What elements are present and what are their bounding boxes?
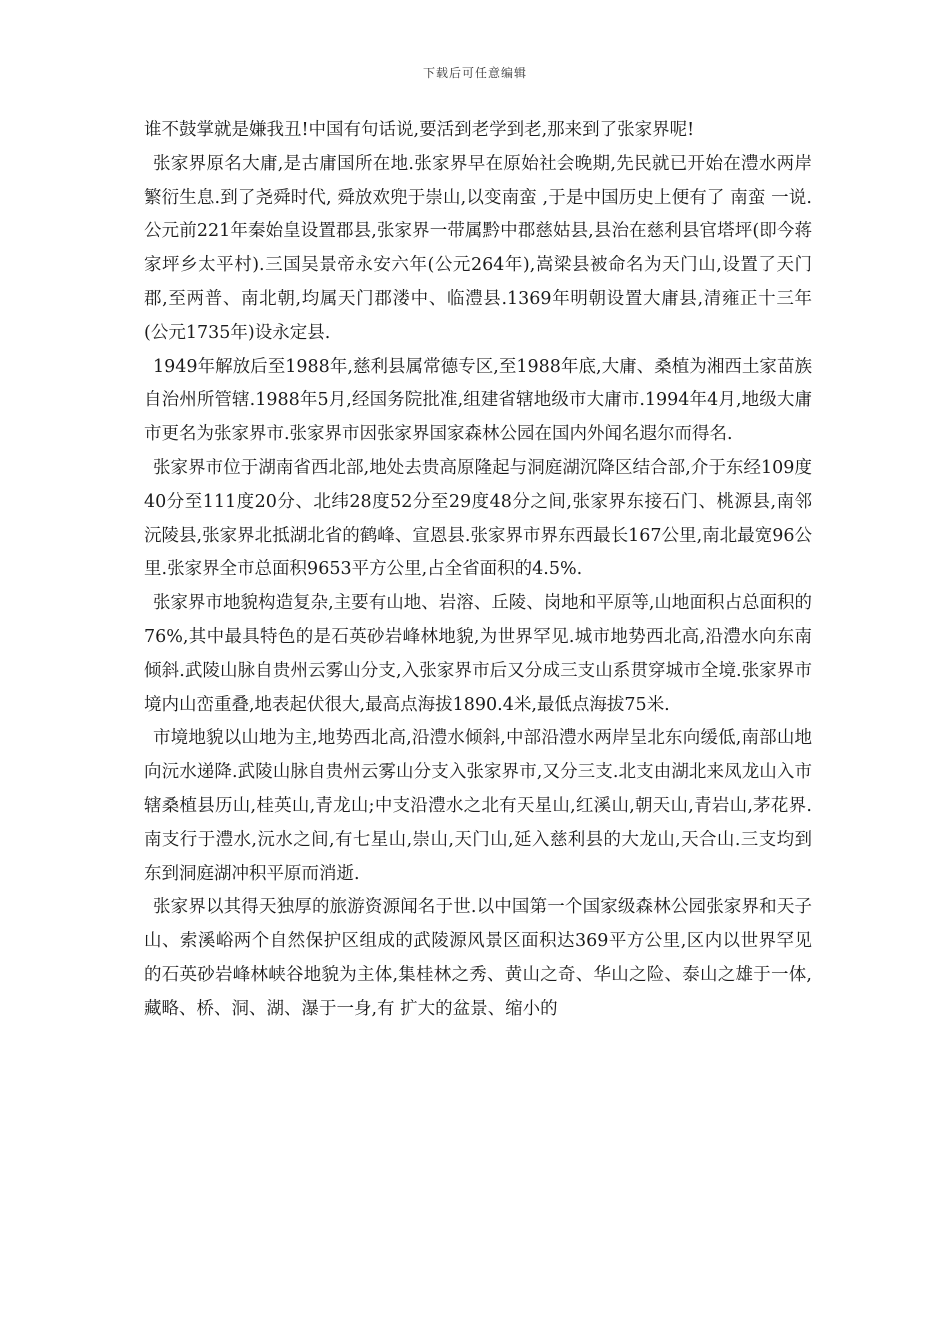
paragraph-1: 谁不鼓掌就是嫌我丑!中国有句话说,要活到老学到老,那来到了张家界呢! bbox=[144, 120, 695, 140]
paragraph-3: 1949年解放后至1988年,慈利县属常德专区,至1988年底,大庸、桑植为湘西土家苗族自治州所管辖.1988年5月,经国务院批准,组建省辖地级市大庸市.1994年4月,地级大庸市更名为张家界市.张家界市因张家界国家森林公园在国内外闻名遐尔而得名. bbox=[144, 356, 812, 445]
document-body bbox=[144, 114, 812, 1027]
paragraph-7: 张家界以其得天独厚的旅游资源闻名于世.以中国第一个国家级森林公园张家界和天子山、索溪峪两个自然保护区组成的武陵源风景区面积达369平方公里,区内以世界罕见的石英砂岩峰林峡谷地貌为主体,集桂林之秀、黄山之奇、华山之险、泰山之雄于一体,藏略、桥、洞、湖、瀑于一身,有 扩大的盆景、缩小的 bbox=[144, 897, 812, 1019]
paragraph-2: 张家界原名大庸,是古庸国所在地.张家界早在原始社会晚期,先民就已开始在澧水两岸繁衍生息.到了尧舜时代, 舜放欢兜于崇山,以变南蛮 ,于是中国历史上便有了 南蛮 一说.公元前221年秦始皇设置郡县,张家界一带属黔中郡慈姑县,县治在慈利县官塔坪(即今蒋家坪乡太平村).三国吴景帝永安六年(公元264年),嵩梁县被命名为天门山,设置了天门郡,至两普、南北朝,均属天门郡溇中、临澧县.1369年明朝设置大庸县,清雍正十三年(公元1735年)设永定县. bbox=[144, 153, 812, 343]
paragraph-6: 市境地貌以山地为主,地势西北高,沿澧水倾斜,中部沿澧水两岸呈北东向缓低,南部山地向沅水递降.武陵山脉自贵州云雾山分支入张家界市,又分三支.北支由湖北来凤龙山入市辖桑植县历山,桂英山,青龙山;中支沿澧水之北有天星山,红溪山,朝天山,青岩山,茅花界.南支行于澧水,沅水之间,有七星山,崇山,天门山,延入慈利县的大龙山,天合山.三支均到东到洞庭湖冲积平原而消逝. bbox=[144, 728, 812, 884]
page-header: 下载后可任意编辑 bbox=[422, 66, 527, 80]
paragraph-5: 张家界市地貌构造复杂,主要有山地、岩溶、丘陵、岗地和平原等,山地面积占总面积的76%,其中最具特色的是石英砂岩峰林地貌,为世界罕见.城市地势西北高,沿澧水向东南倾斜.武陵山脉自贵州云雾山分支,入张家界市后又分成三支山系贯穿城市全境.张家界市境内山峦重叠,地表起伏很大,最高点海拔1890.4米,最低点海拔75米. bbox=[144, 593, 812, 715]
paragraph-4: 张家界市位于湖南省西北部,地处去贵高原隆起与洞庭湖沉降区结合部,介于东经109度40分至111度20分、北纬28度52分至29度48分之间,张家界东接石门、桃源县,南邻沅陵县,张家界北抵湖北省的鹤峰、宣恩县.张家界市界东西最长167公里,南北最宽96公里.张家界全市总面积9653平方公里,占全省面积的4.5%. bbox=[144, 457, 812, 580]
